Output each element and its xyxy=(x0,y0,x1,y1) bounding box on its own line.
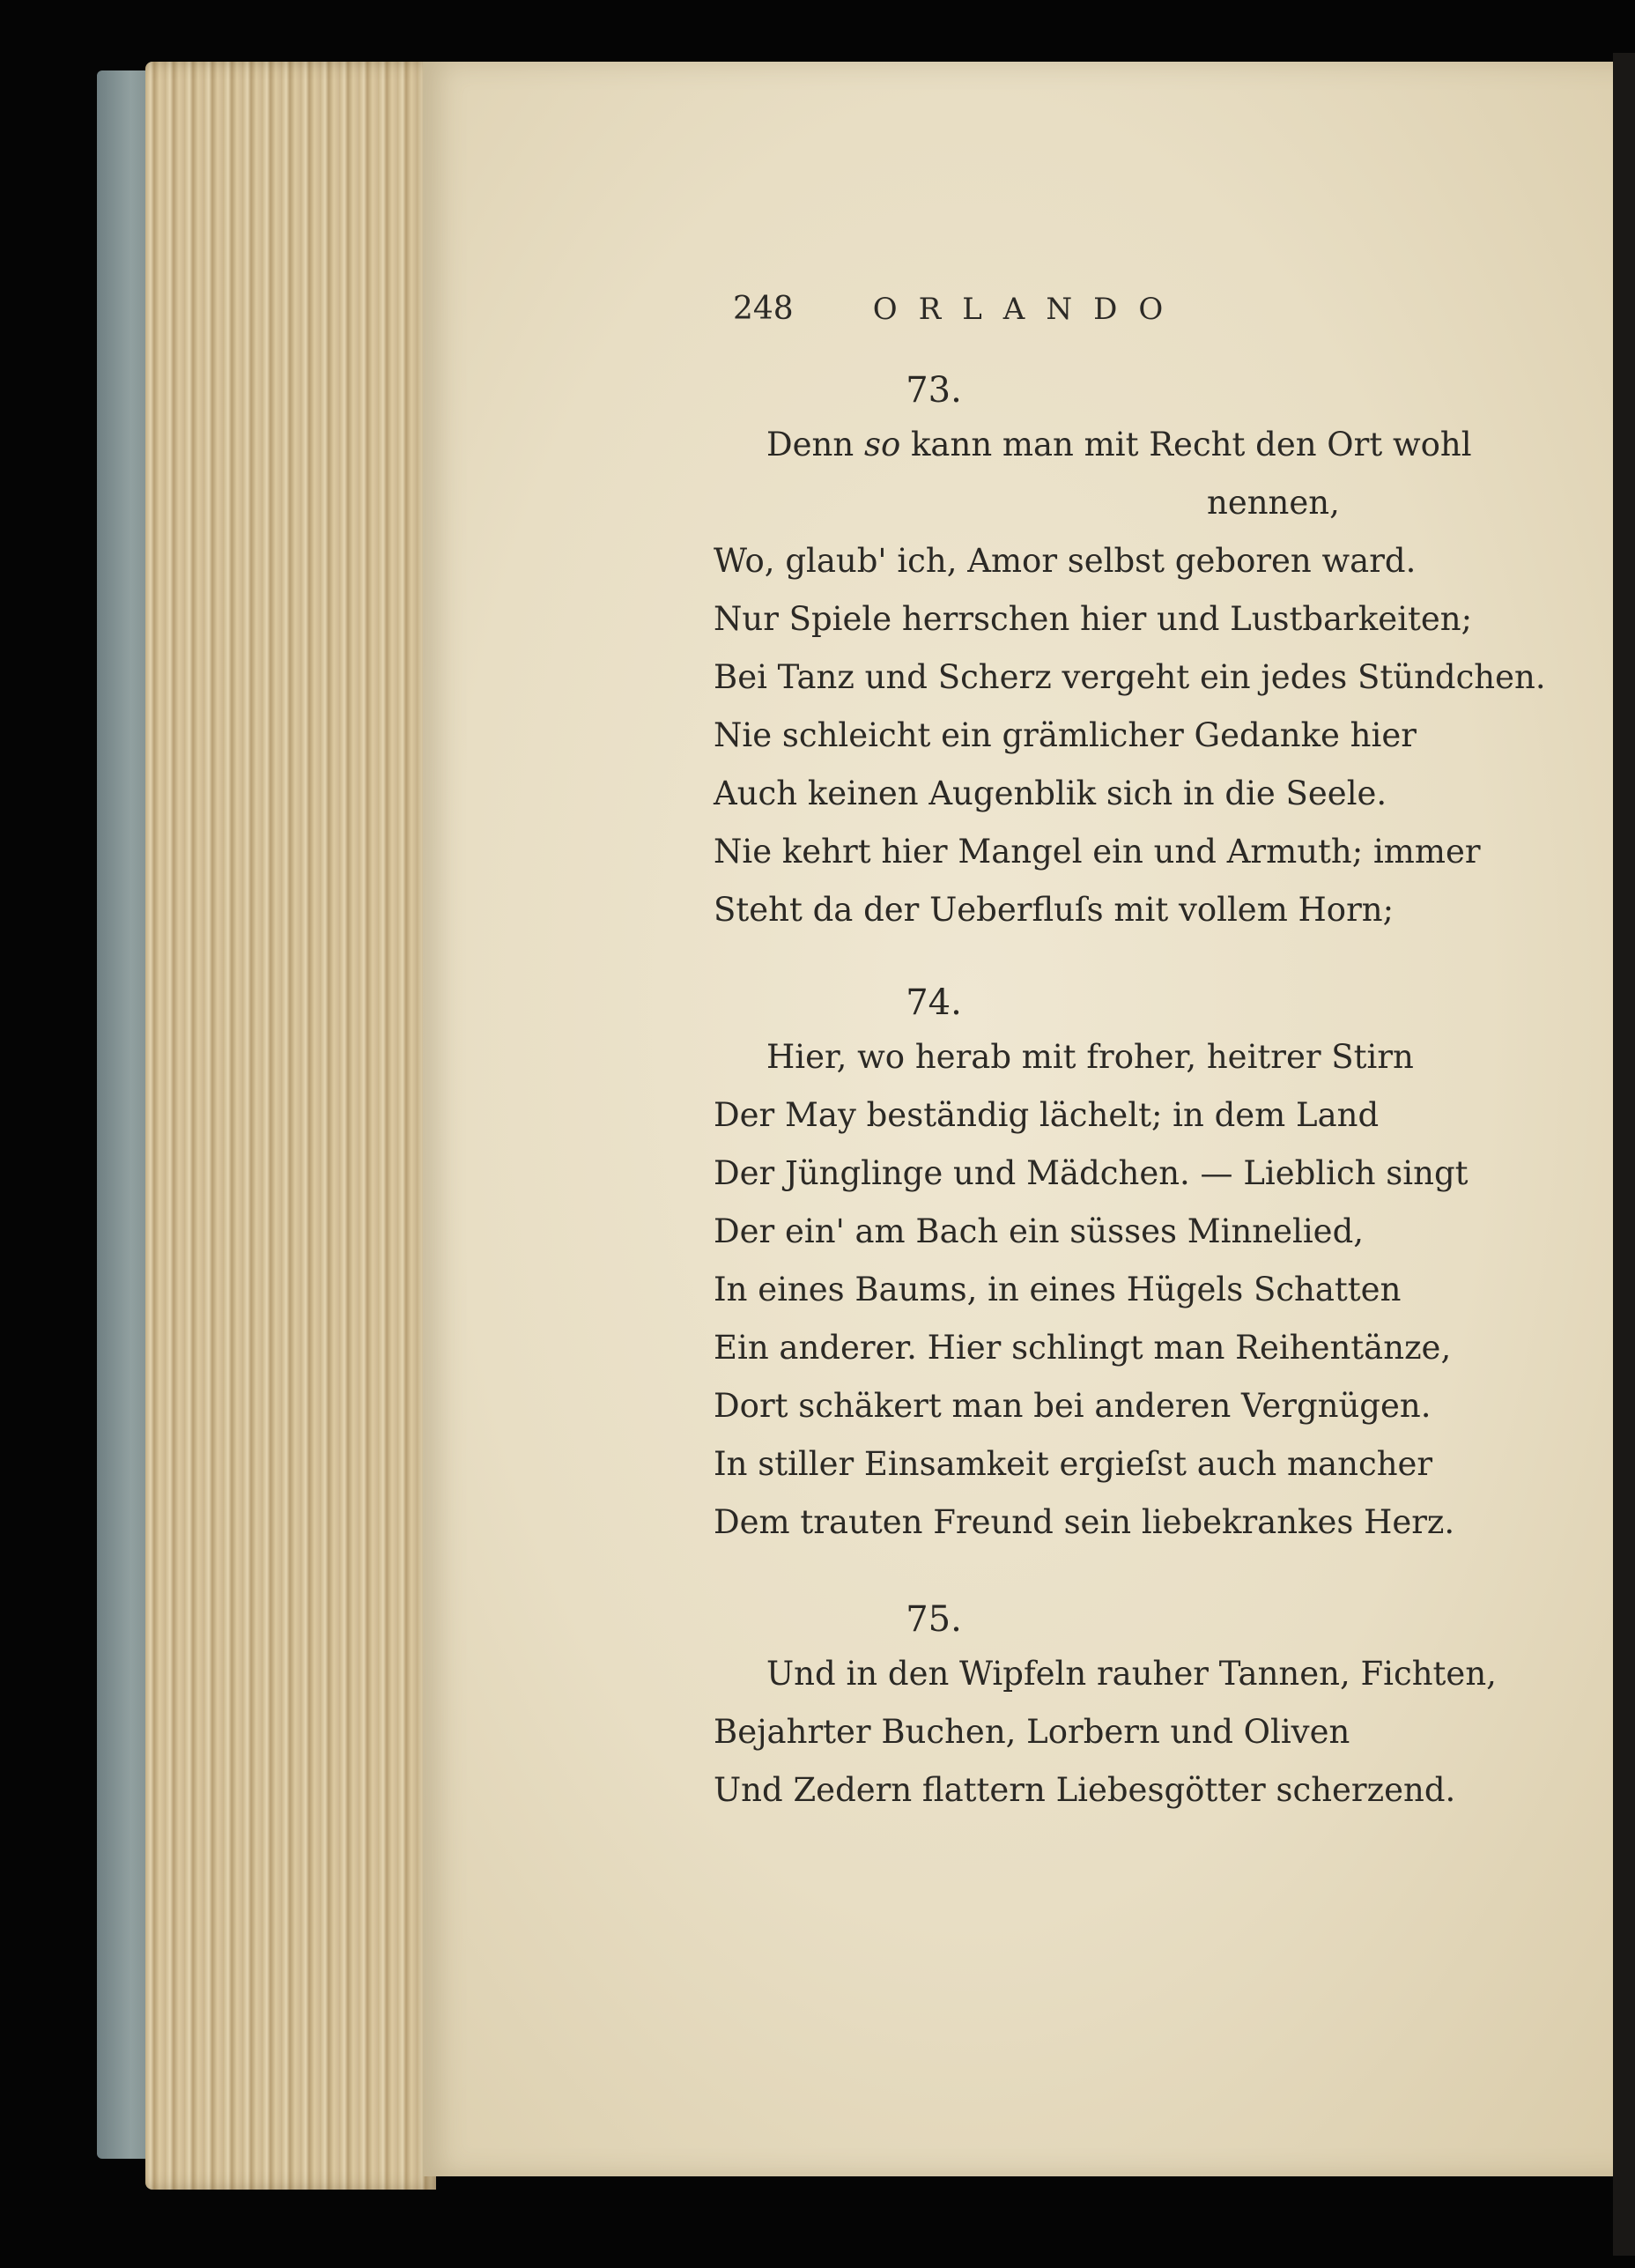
stanza xyxy=(714,370,1546,939)
verse-line: Nur Spiele herrschen hier und Lustbarkeiten; xyxy=(714,600,1473,638)
verse-text: kann man mit Recht den Ort wohl xyxy=(900,426,1472,463)
stanza xyxy=(714,1599,1506,1820)
verse-line: Wo, glaub' ich, Amor selbst geboren ward. xyxy=(714,542,1417,580)
stanza-number: 75. xyxy=(906,1599,962,1640)
verse-line: In stiller Einsamkeit ergieſst auch mancher xyxy=(714,1445,1433,1483)
stanza xyxy=(714,982,1506,1552)
facing-page-edge xyxy=(1613,53,1635,2256)
verse-emphasis: so xyxy=(863,426,901,463)
stanza-number: 74. xyxy=(906,982,962,1023)
verse-line: In eines Baums, in eines Hügels Schatten xyxy=(714,1271,1402,1308)
verse-line: Steht da der Ueberfluſs mit vollem Horn; xyxy=(714,891,1395,929)
verse-line: Und in den Wipfeln rauher Tannen, Fichten, xyxy=(766,1655,1497,1693)
verse-line-continuation: nennen, xyxy=(1207,484,1340,522)
stanza-number: 73. xyxy=(906,370,962,411)
verse-line: Bei Tanz und Scherz vergeht ein jedes Stündchen. xyxy=(714,658,1546,696)
verse-line: Bejahrter Buchen, Lorbern und Oliven xyxy=(714,1713,1350,1751)
verse-line: Der ein' am Bach ein süsses Minnelied, xyxy=(714,1212,1365,1250)
page-edges xyxy=(145,62,436,2190)
verse-text: Denn xyxy=(766,426,864,463)
verse-line: Dem trauten Freund sein liebekrankes Herz. xyxy=(714,1503,1455,1541)
verse-line: Hier, wo herab mit froher, heitrer Stirn xyxy=(766,1038,1414,1076)
running-title: ORLANDO xyxy=(872,292,1185,327)
verse-line: Ein anderer. Hier schlingt man Reihentänze, xyxy=(714,1329,1452,1367)
verse-line: Der Jünglinge und Mädchen. — Lieblich singt xyxy=(714,1154,1469,1192)
verse-line: Und Zedern flattern Liebesgötter scherzend. xyxy=(714,1771,1456,1809)
verse-line: Nie schleicht ein grämlicher Gedanke hier xyxy=(714,716,1417,754)
verse-line: Auch keinen Augenblik sich in die Seele. xyxy=(714,775,1387,812)
verse-line: Der May beständig lächelt; in dem Land xyxy=(714,1096,1380,1134)
verse-line xyxy=(714,416,1506,474)
page-header xyxy=(733,291,1184,327)
verse-line: Nie kehrt hier Mangel ein und Armuth; immer xyxy=(714,833,1481,871)
verse-line: Dort schäkert man bei anderen Vergnügen. xyxy=(714,1387,1432,1425)
page-number: 248 xyxy=(733,291,794,327)
